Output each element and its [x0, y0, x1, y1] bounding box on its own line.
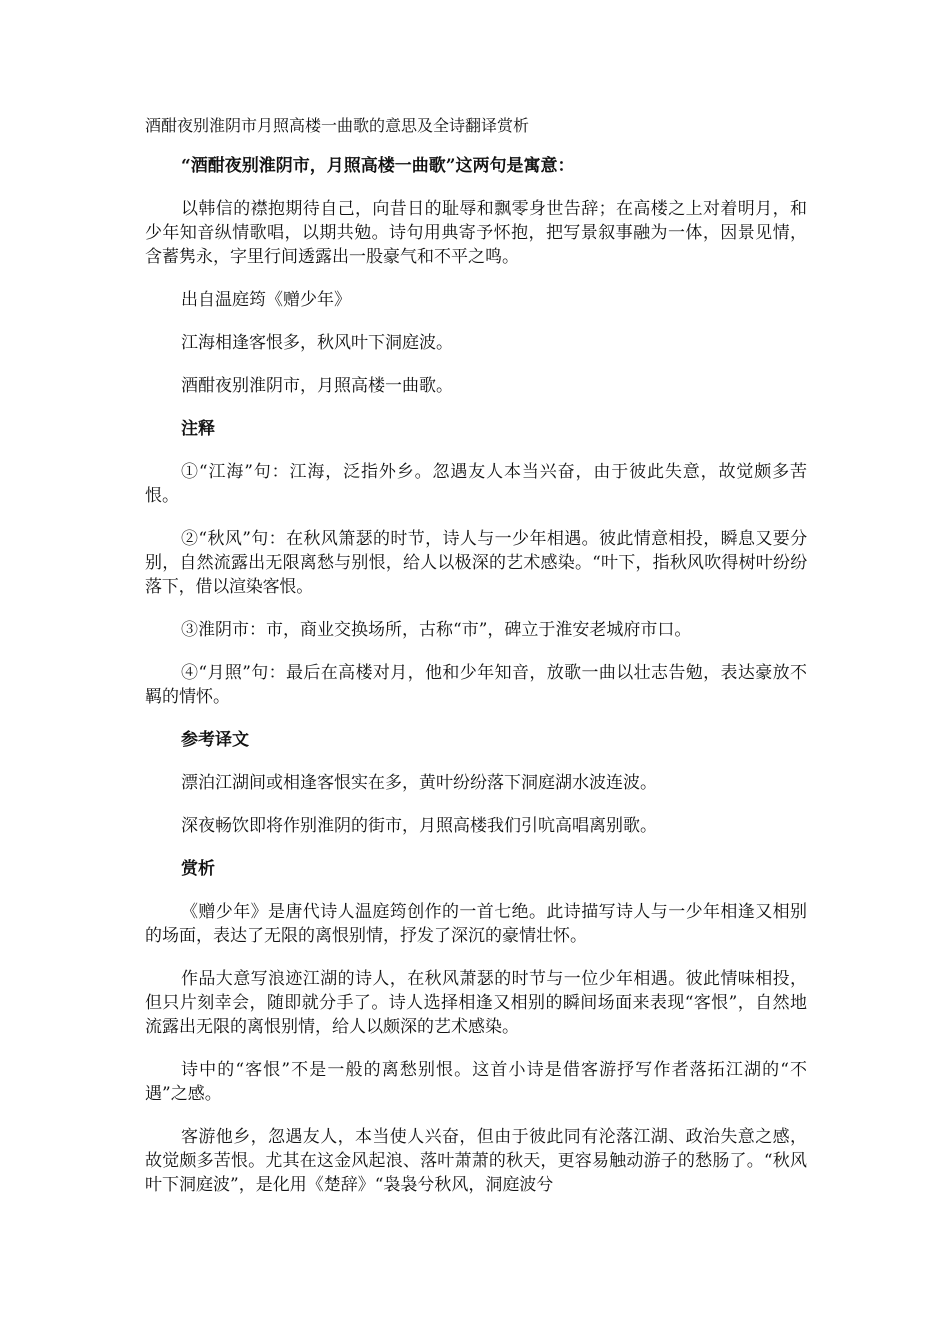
poem-line-1: 江海相逢客恨多，秋风叶下洞庭波。: [181, 333, 453, 353]
notes-heading: 注释: [181, 419, 215, 439]
meaning-heading: “酒酣夜别淮阴市，月照高楼一曲歌”这两句是寓意：: [181, 156, 575, 176]
meaning-paragraph: 以韩信的襟抱期待自己，向昔日的耻辱和飘零身世告辞；在高楼之上对着明月，和少年知音纵情歌唱，以期共勉。诗句用典寄予怀抱，把写景叙事融为一体，因景见情，含蓄隽永，字里行间透露出一股豪气和不平之鸣。: [145, 199, 807, 267]
poem-source: 出自温庭筠《赠少年》: [181, 290, 351, 310]
translation-heading: 参考译文: [181, 730, 249, 750]
appreciation-heading: 赏析: [181, 859, 215, 879]
appreciation-paragraph: 作品大意写浪迹江湖的诗人，在秋风萧瑟的时节与一位少年相遇。彼此情味相投，但只片刻幸会，随即就分手了。诗人选择相逢又相别的瞬间场面来表现“客恨”，自然地流露出无限的离恨别情，给人以颇深的艺术感染。: [145, 969, 807, 1037]
poem-line-2: 酒酣夜别淮阴市，月照高楼一曲歌。: [181, 376, 453, 396]
appreciation-paragraph: 诗中的“客恨”不是一般的离愁别恨。这首小诗是借客游抒写作者落拓江湖的“不遇”之感。: [145, 1060, 807, 1104]
document-page: [145, 112, 807, 1216]
translation-line: 深夜畅饮即将作别淮阴的街市，月照高楼我们引吭高唱离别歌。: [181, 816, 657, 836]
note-item: ①“江海”句：江海，泛指外乡。忽遇友人本当兴奋，由于彼此失意，故觉颇多苦恨。: [145, 462, 807, 506]
note-item: ④“月照”句：最后在高楼对月，他和少年知音，放歌一曲以壮志告勉，表达豪放不羁的情怀。: [145, 663, 807, 707]
note-item: ③淮阴市：市，商业交换场所，古称“市”，碑立于淮安老城府市口。: [181, 620, 692, 640]
translation-line: 漂泊江湖间或相逢客恨实在多，黄叶纷纷落下洞庭湖水波连波。: [181, 773, 657, 793]
document-title: 酒酣夜别淮阴市月照高楼一曲歌的意思及全诗翻译赏析: [145, 116, 530, 135]
note-item: ②“秋风”句：在秋风箫瑟的时节，诗人与一少年相遇。彼此情意相投，瞬息又要分别，自然流露出无限离愁与别恨，给人以极深的艺术感染。“叶下，指秋风吹得树叶纷纷落下，借以渲染客恨。: [145, 529, 807, 597]
appreciation-paragraph: 《赠少年》是唐代诗人温庭筠创作的一首七绝。此诗描写诗人与一少年相逢又相别的场面，表达了无限的离恨别情，抒发了深沉的豪情壮怀。: [145, 902, 807, 946]
appreciation-paragraph: 客游他乡，忽遇友人，本当使人兴奋，但由于彼此同有沦落江湖、政治失意之感，故觉颇多苦恨。尤其在这金风起浪、落叶萧萧的秋天，更容易触动游子的愁肠了。“秋风叶下洞庭波”，是化用《楚辞》“袅袅兮秋风，洞庭波兮: [145, 1127, 807, 1195]
